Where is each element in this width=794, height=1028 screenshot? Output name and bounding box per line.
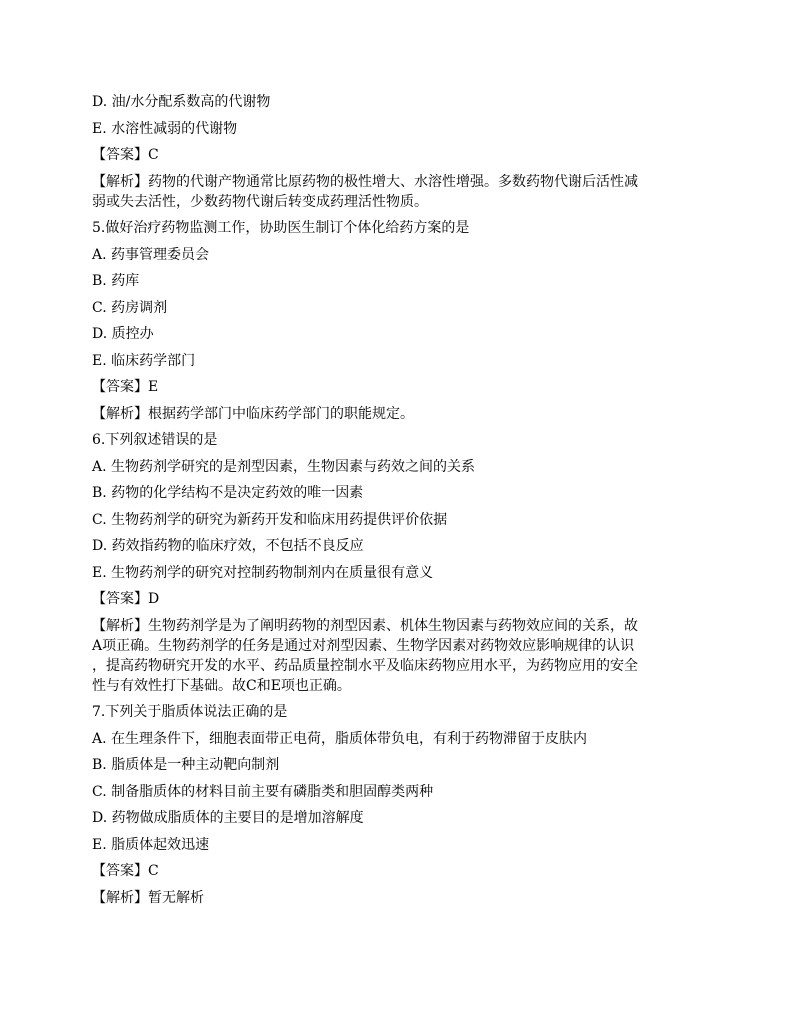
- option-q6-c: C. 生物药剂学的研究为新药开发和临床用药提供评价依据: [92, 511, 448, 528]
- option-q5-b: B. 药库: [92, 273, 140, 289]
- option-q6-d: D. 药效指药物的临床疗效，不包括不良反应: [92, 538, 364, 554]
- explanation-q4-line: 弱或失去活性，少数药物代谢后转变成药理活性物质。: [92, 193, 428, 210]
- question-7: 7.下列关于脂质体说法正确的是: [92, 704, 288, 720]
- answer-q7: 【答案】C: [92, 863, 159, 879]
- option-q6-b: B. 药物的化学结构不是决定药效的唯一因素: [92, 485, 364, 501]
- explanation-q6-line: ，提高药物研究开发的水平、药品质量控制水平及临床药物应用水平，为药物应用的安全: [92, 657, 638, 674]
- option-q7-e: E. 脂质体起效迅速: [92, 836, 210, 853]
- option-q7-a: A. 在生理条件下，细胞表面带正电荷，脂质体带负电，有利于药物滞留于皮肤内: [92, 730, 588, 747]
- option-q5-a: A. 药事管理委员会: [92, 246, 210, 263]
- option-q7-d: D. 药物做成脂质体的主要目的是增加溶解度: [92, 810, 364, 826]
- explanation-q5: 【解析】根据药学部门中临床药学部门的职能规定。: [92, 405, 414, 422]
- explanation-q4: [92, 172, 710, 212]
- option-q5-e: E. 临床药学部门: [92, 352, 196, 369]
- explanation-q4-line: 【解析】药物的代谢产物通常比原药物的极性增大、水溶性增强。多数药物代谢后活性减: [92, 173, 638, 190]
- answer-q5: 【答案】E: [92, 379, 159, 395]
- question-6: 6.下列叙述错误的是: [92, 432, 218, 448]
- option-q7-c: C. 制备脂质体的材料目前主要有磷脂类和胆固醇类两种: [92, 783, 434, 800]
- explanation-q6-line: 【解析】生物药剂学是为了阐明药物的剂型因素、机体生物因素与药物效应间的关系，故: [92, 617, 638, 634]
- option-q4-d: D. 油/水分配系数高的代谢物: [92, 94, 271, 110]
- explanation-q6-line: A项正确。生物药剂学的任务是通过对剂型因素、生物学因素对药物效应影响规律的认识: [92, 637, 635, 654]
- option-q7-b: B. 脂质体是一种主动靶向制剂: [92, 757, 280, 773]
- option-q4-e: E. 水溶性减弱的代谢物: [92, 120, 238, 137]
- explanation-q7: 【解析】暂无解析: [92, 889, 204, 906]
- explanation-q6-line: 性与有效性打下基础。故C和E项也正确。: [92, 677, 351, 694]
- option-q5-d: D. 质控办: [92, 326, 154, 342]
- option-q6-a: A. 生物药剂学研究的是剂型因素，生物因素与药效之间的关系: [92, 458, 476, 475]
- option-q5-c: C. 药房调剂: [92, 299, 168, 316]
- answer-q4: 【答案】C: [92, 147, 159, 163]
- question-5: 5.做好治疗药物监测工作，协助医生制订个体化给药方案的是: [92, 220, 470, 236]
- explanation-q6: [92, 616, 710, 696]
- document-page: [92, 92, 710, 914]
- option-q6-e: E. 生物药剂学的研究对控制药物制剂内在质量很有意义: [92, 564, 434, 581]
- answer-q6: 【答案】D: [92, 591, 160, 607]
